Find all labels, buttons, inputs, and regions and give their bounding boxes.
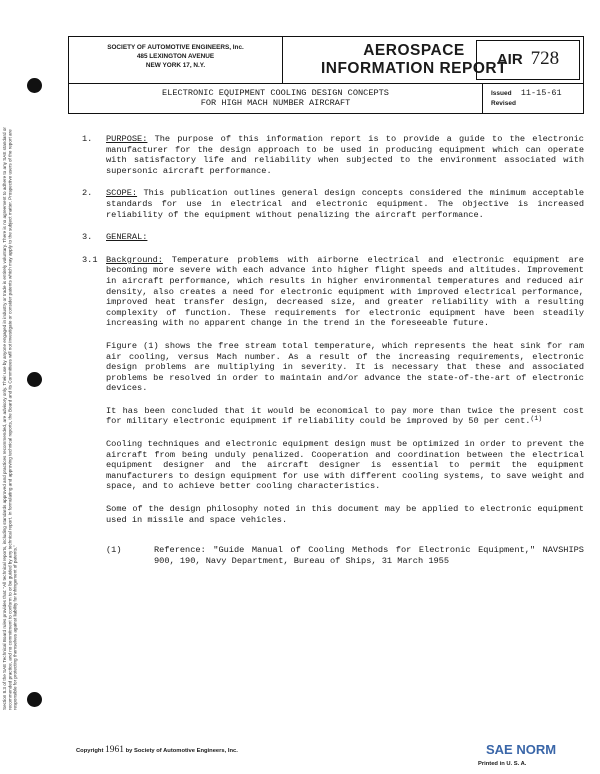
- section-label: SCOPE:: [106, 188, 138, 199]
- copyright-label: Copyright: [76, 748, 104, 754]
- org-name: SOCIETY OF AUTOMOTIVE ENGINEERS, Inc.: [107, 44, 244, 51]
- copyright-holder: by Society of Automotive Engineers, Inc.: [125, 748, 238, 754]
- section-text: The purpose of this information report is to provide a guide to the electronic manufacturer for the design approach to be used in producing equipment which can operate with satisfactory life and reliability when subjected to the environment associated with supersonic aircraft performance.: [106, 134, 584, 176]
- section-number: 3.: [82, 232, 93, 243]
- document-title: [69, 84, 483, 113]
- doc-number: 728: [530, 48, 560, 69]
- doc-prefix: AIR: [496, 51, 523, 68]
- report-body: [82, 134, 584, 578]
- org-city: NEW YORK 17, N.Y.: [145, 62, 206, 69]
- reference-note: [82, 545, 584, 566]
- section-number: 3.1: [82, 254, 98, 265]
- issued-date: 11-15-61: [520, 88, 562, 98]
- sae-norm-logo: SAE NORM: [486, 742, 557, 757]
- subheader-box: [68, 84, 584, 114]
- copyright-line: [76, 745, 238, 755]
- footnote-marker: (1): [530, 415, 543, 423]
- section-label: GENERAL:: [106, 232, 148, 243]
- section-background: [82, 255, 584, 329]
- paragraph-cooling: Cooling techniques and electronic equipment design must be optimized in order to prevent the aircraft from being unduly penalized. Cooperation and coordination between the electrical equipment designer and the aircraft designer is essential to permit the equipment manufacturers to design equipment for use with different cooling systems, to save weight and space, and to achieve better cooling characteristics.: [106, 439, 584, 492]
- side-disclaimer: Section 8.3 of the SAE Technical Board rules provides that: "All technical reports, including standards approved and practices recommended, are advisory only. Their use by anyone engaged in industry or trade is entirely voluntary. There is no agreement to adhere to any SAE standard or recommended practice, and no commitment to conform to or be guided by any technical report. In formulating and approving technical reports, the Board and its Committees will not investigate or consider patents which may apply to the subject matter. Prospective users of the report are responsible for protecting themselves against liability for infringement of patents.": [2, 127, 18, 710]
- header-box: [68, 36, 584, 84]
- doc-title-line1: ELECTRONIC EQUIPMENT COOLING DESIGN CONCEPTS: [162, 88, 389, 98]
- org-address-block: [69, 37, 283, 83]
- report-title-line2: INFORMATION REPORT: [320, 60, 508, 77]
- binder-hole-top: [27, 78, 42, 93]
- org-street: 485 LEXINGTON AVENUE: [136, 53, 215, 60]
- section-text: Temperature problems with airborne electrical and electronic equipment are becoming more severe with each advance into higher flight speeds and altitudes. Improvement in aircraft performance, which results in higher environmental temperatures and reduced air density, also creates a need for electronic equipment with improved electrical performance, improved heat transfer design, decreased size, and greater reliability with a resulting complexity of function. These requirements for electronic equipment have been steadily increasing with no apparent change in the trend in the foreseeable future.: [106, 254, 584, 329]
- document-number-box: [476, 40, 580, 80]
- section-number: 1.: [82, 134, 93, 144]
- paragraph-figure: Figure (1) shows the free stream total temperature, which represents the heat sink for ram air cooling, versus Mach number. As a result of the increasing requirements, electronic design problems are multiplying in severity. It is necessary that these and associated problems be resolved in order to maintain and/or advance the state-of-the-art of electronic devices.: [106, 340, 584, 394]
- printed-in: Printed in U. S. A.: [478, 761, 527, 767]
- section-text: This publication outlines general design concepts considered the minimum acceptable standards for use in electrical and electronic equipment. The objective is increased reliability of the equipment without penalizing the aircraft performance.: [106, 188, 584, 220]
- issue-dates: [491, 88, 562, 109]
- revised-label: Revised: [491, 100, 516, 107]
- reference-number: (1): [106, 545, 122, 556]
- section-purpose: [82, 134, 584, 176]
- doc-title-line2: FOR HIGH MACH NUMBER AIRCRAFT: [200, 98, 351, 108]
- section-label: Background:: [106, 254, 163, 265]
- report-title-line1: AEROSPACE: [363, 42, 465, 59]
- copyright-year: 1961: [105, 745, 124, 755]
- section-general: [82, 232, 584, 243]
- paragraph-cost: [82, 406, 584, 427]
- issued-label: Issued: [491, 90, 512, 97]
- paragraph-missile: Some of the design philosophy noted in this document may be applied to electronic equipment used in missile and space vehicles.: [106, 504, 584, 525]
- reference-text: Reference: "Guide Manual of Cooling Methods for Electronic Equipment," NAVSHIPS 900, 190, Navy Department, Bureau of Ships, 31 March 1955: [154, 545, 584, 566]
- section-label: PURPOSE:: [106, 134, 148, 144]
- section-number: 2.: [82, 188, 93, 199]
- paragraph-cost-text: It has been concluded that it would be economical to pay more than twice the present cost for military electronic equipment if reliability could be improved by 50 per cent.: [106, 405, 584, 427]
- section-scope: [82, 188, 584, 220]
